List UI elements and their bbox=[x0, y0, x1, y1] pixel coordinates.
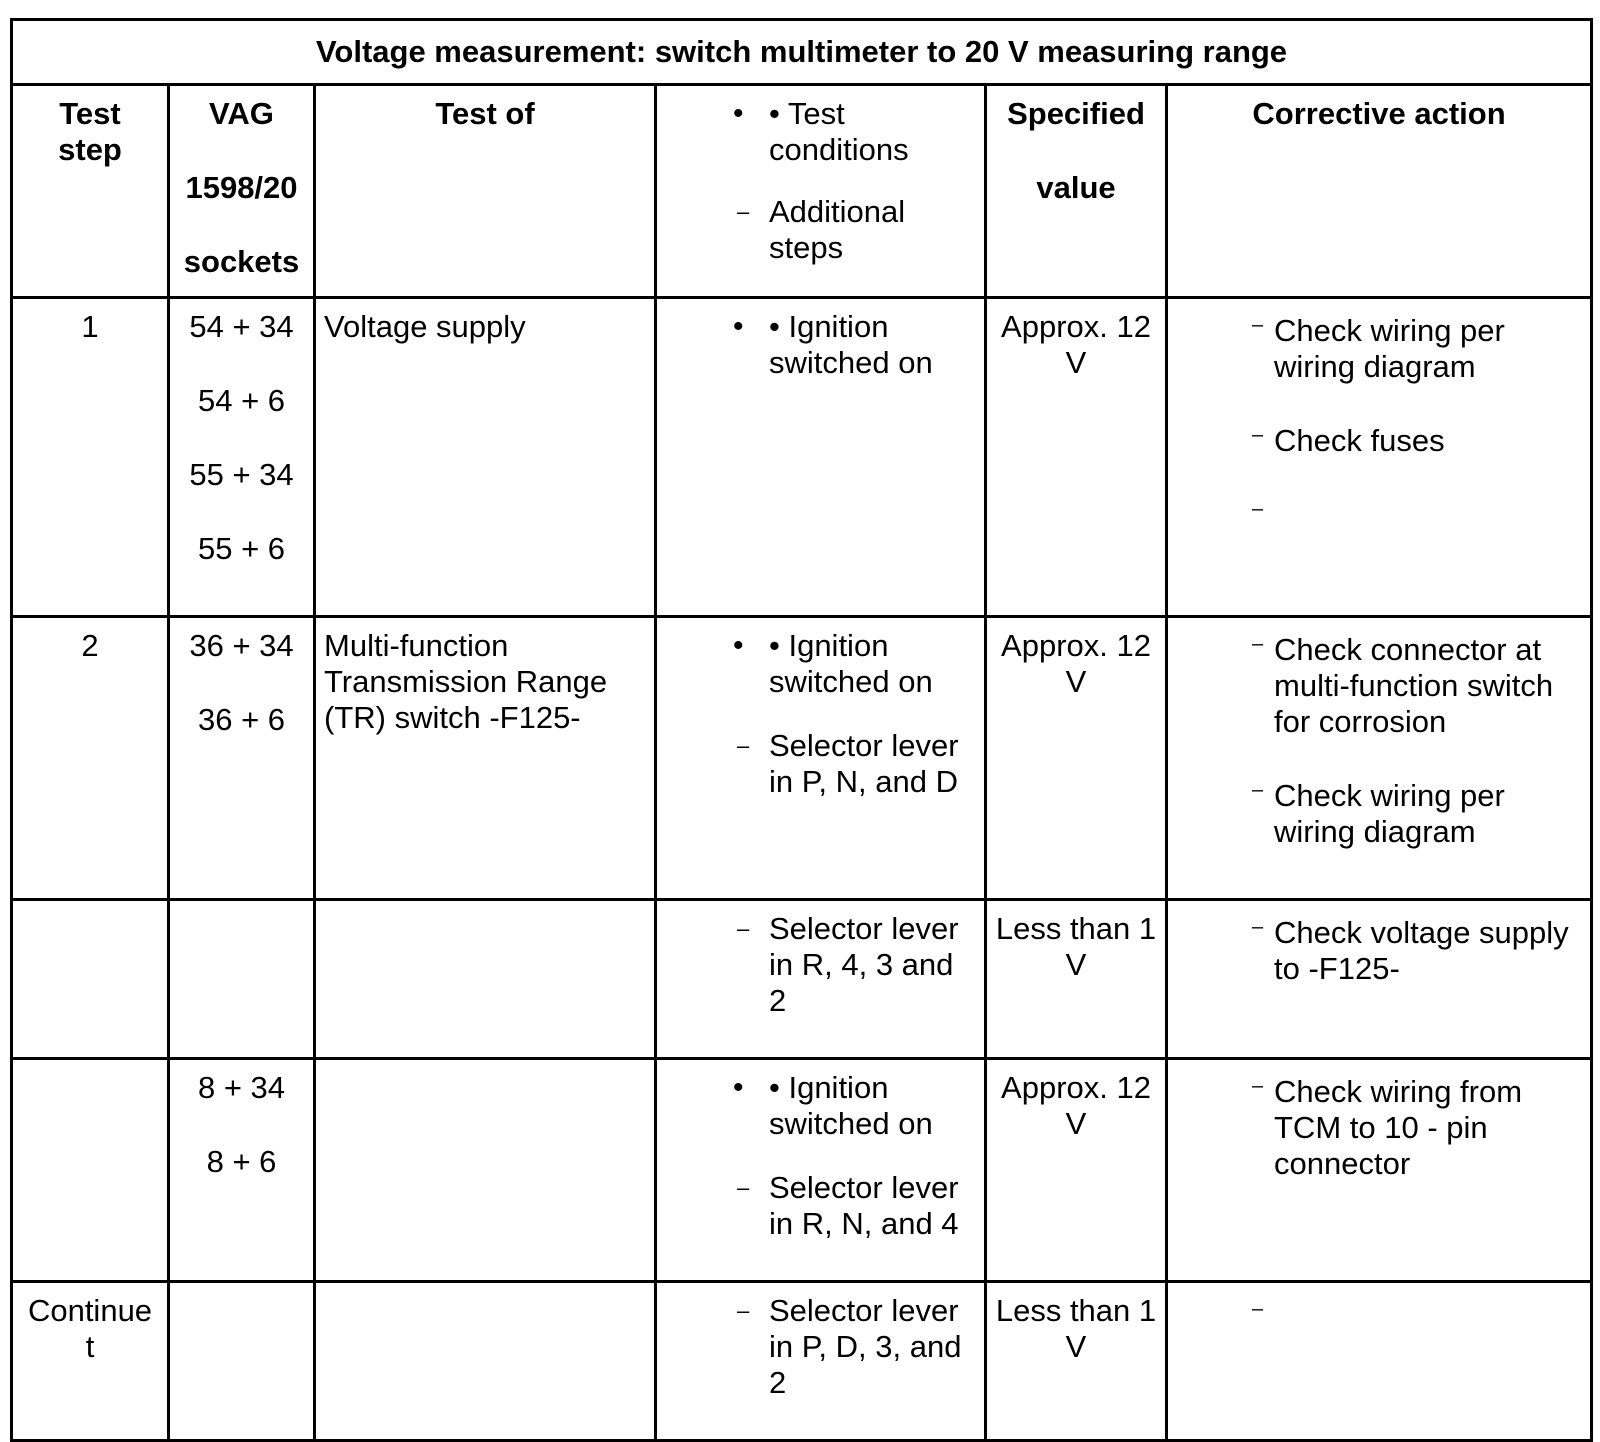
corrective-action-cell bbox=[1167, 1282, 1592, 1441]
test-of-cell: Multi-function Transmission Range (TR) switch -F125- bbox=[315, 617, 656, 900]
bullet-icon: • bbox=[733, 1071, 744, 1104]
conditions-cell bbox=[656, 900, 986, 1059]
table-row bbox=[12, 298, 1592, 617]
additional-step bbox=[665, 911, 976, 1019]
dash-icon: – bbox=[737, 1175, 750, 1200]
header-spec-line1: Specified bbox=[1007, 96, 1145, 131]
test-of-cell: Voltage supply bbox=[315, 298, 656, 617]
header-test-of: Test of bbox=[315, 85, 656, 298]
conditions-cell bbox=[656, 617, 986, 900]
corrective-action-cell bbox=[1167, 900, 1592, 1059]
condition-text: Selector lever in R, N, and 4 bbox=[769, 1170, 959, 1241]
socket-pair: 36 + 34 bbox=[189, 628, 294, 663]
header-sockets-line1: VAG bbox=[209, 96, 274, 131]
test-condition bbox=[665, 628, 976, 700]
specified-value-cell: Approx. 12 V bbox=[986, 617, 1167, 900]
condition-text: • Ignition switched on bbox=[769, 1070, 933, 1141]
specified-value-cell: Less than 1 V bbox=[986, 1282, 1167, 1441]
corrective-text: Check voltage supply to -F125- bbox=[1274, 915, 1569, 986]
test-condition bbox=[665, 309, 976, 381]
condition-text: Selector lever in P, N, and D bbox=[769, 728, 959, 799]
conditions-cell bbox=[656, 298, 986, 617]
test-step-cell bbox=[12, 900, 169, 1059]
voltage-measurement-table bbox=[10, 18, 1593, 1442]
corrective-action-cell bbox=[1167, 617, 1592, 900]
dash-icon: – bbox=[1252, 314, 1264, 336]
header-specified-value bbox=[986, 85, 1167, 298]
test-of-cell bbox=[315, 1282, 656, 1441]
sockets-cell bbox=[169, 298, 315, 617]
condition-text: Selector lever in P, D, 3, and 2 bbox=[769, 1293, 962, 1400]
table-row bbox=[12, 900, 1592, 1059]
header-conditions-text: • Test conditions bbox=[769, 96, 909, 167]
header-sockets-line3: sockets bbox=[183, 244, 300, 279]
dash-icon: – bbox=[737, 1298, 750, 1323]
header-test-step: Test step bbox=[12, 85, 169, 298]
condition-text: Selector lever in R, 4, 3 and 2 bbox=[769, 911, 959, 1018]
bullet-icon: • bbox=[733, 310, 744, 343]
dash-icon: – bbox=[1252, 779, 1264, 801]
dash-icon: – bbox=[1252, 498, 1264, 520]
specified-value-cell: Less than 1 V bbox=[986, 900, 1167, 1059]
socket-pair: 8 + 34 bbox=[197, 1070, 286, 1105]
corrective-text: Check wiring from TCM to 10 - pin connector bbox=[1274, 1074, 1523, 1181]
header-sockets-line2: 1598/20 bbox=[185, 170, 298, 205]
sockets-cell bbox=[169, 900, 315, 1059]
dash-icon: – bbox=[1252, 633, 1264, 655]
table-row bbox=[12, 617, 1592, 900]
sockets-cell bbox=[169, 1059, 315, 1282]
corrective-item bbox=[1176, 632, 1586, 740]
bullet-icon: • bbox=[733, 97, 744, 130]
socket-pair: 54 + 34 bbox=[189, 309, 294, 344]
dash-icon: – bbox=[737, 199, 750, 224]
test-step-cell: 2 bbox=[12, 617, 169, 900]
condition-text: • Ignition switched on bbox=[769, 309, 933, 380]
corrective-item bbox=[1176, 423, 1586, 459]
test-step-cell: Continue t bbox=[12, 1282, 169, 1441]
additional-step bbox=[665, 728, 976, 800]
corrective-item bbox=[1176, 1074, 1586, 1182]
header-sockets bbox=[169, 85, 315, 298]
conditions-cell bbox=[656, 1059, 986, 1282]
specified-value-cell: Approx. 12 V bbox=[986, 1059, 1167, 1282]
dash-icon: – bbox=[1252, 424, 1264, 446]
corrective-text: Check fuses bbox=[1274, 423, 1445, 458]
additional-step bbox=[665, 1293, 976, 1401]
header-conditions bbox=[656, 85, 986, 298]
socket-pair: 55 + 6 bbox=[197, 531, 286, 566]
socket-pair: 54 + 6 bbox=[197, 383, 286, 418]
test-of-cell bbox=[315, 900, 656, 1059]
corrective-action-cell bbox=[1167, 298, 1592, 617]
corrective-text: Check wiring per wiring diagram bbox=[1274, 778, 1505, 849]
test-step-cell bbox=[12, 1059, 169, 1282]
header-corrective-action: Corrective action bbox=[1167, 85, 1592, 298]
additional-step bbox=[665, 1170, 976, 1242]
corrective-action-cell bbox=[1167, 1059, 1592, 1282]
corrective-item bbox=[1176, 915, 1586, 987]
dash-icon: – bbox=[737, 916, 750, 941]
dash-icon: – bbox=[737, 733, 750, 758]
corrective-item bbox=[1176, 313, 1586, 385]
table-row bbox=[12, 1282, 1592, 1441]
bullet-icon: • bbox=[733, 629, 744, 662]
corrective-text: Check wiring per wiring diagram bbox=[1274, 313, 1505, 384]
conditions-cell bbox=[656, 1282, 986, 1441]
socket-pair: 55 + 34 bbox=[189, 457, 294, 492]
socket-pair: 36 + 6 bbox=[197, 702, 286, 737]
sockets-cell bbox=[169, 617, 315, 900]
dash-icon: – bbox=[1252, 1075, 1264, 1097]
corrective-item bbox=[1176, 778, 1586, 850]
header-spec-line2: value bbox=[1036, 170, 1116, 205]
table-title: Voltage measurement: switch multimeter to 20 V measuring range bbox=[12, 20, 1592, 85]
specified-value-cell: Approx. 12 V bbox=[986, 298, 1167, 617]
corrective-text: Check connector at multi-function switch for corrosion bbox=[1274, 632, 1554, 739]
sockets-cell bbox=[169, 1282, 315, 1441]
table-row bbox=[12, 1059, 1592, 1282]
dash-icon: – bbox=[1252, 916, 1264, 938]
socket-pair: 8 + 6 bbox=[206, 1144, 277, 1179]
header-additional-text: Additional steps bbox=[769, 194, 906, 265]
test-step-cell: 1 bbox=[12, 298, 169, 617]
condition-text: • Ignition switched on bbox=[769, 628, 933, 699]
dash-icon: – bbox=[1252, 1298, 1264, 1320]
test-of-cell bbox=[315, 1059, 656, 1282]
test-condition bbox=[665, 1070, 976, 1142]
